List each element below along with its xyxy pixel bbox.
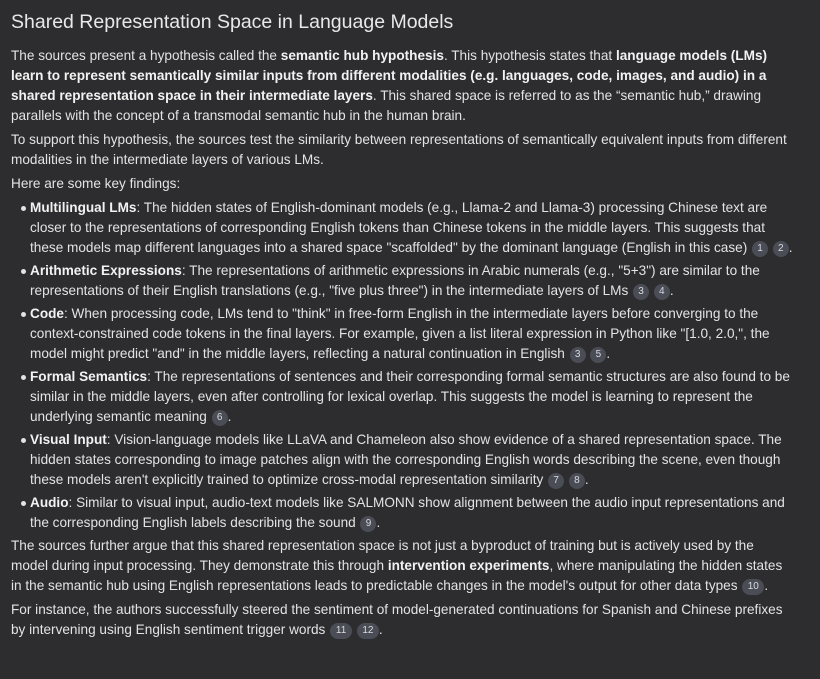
- finding-label: Audio: [30, 495, 69, 510]
- citation-chip[interactable]: 12: [357, 623, 379, 639]
- instance-paragraph: [11, 600, 794, 640]
- intro-text-3: . This shared space is referred to as the “semantic hub,” drawing parallels with the concept of a transmodal semantic hub in the human brain.: [11, 88, 762, 123]
- bottom-edge: [0, 671, 820, 679]
- citation-chip[interactable]: 10: [742, 579, 764, 595]
- finding-period: .: [606, 346, 611, 361]
- citation-chip[interactable]: 6: [212, 410, 228, 426]
- finding-item: [11, 367, 794, 427]
- paragraph-period: .: [378, 622, 383, 637]
- finding-label: Visual Input: [30, 432, 107, 447]
- further-bold-1: intervention experiments: [387, 558, 550, 573]
- finding-period: .: [376, 515, 381, 530]
- paragraph-period: .: [764, 578, 769, 593]
- finding-label: Code: [30, 306, 64, 321]
- citation-chip[interactable]: 8: [569, 473, 585, 489]
- further-text-2: , where manipulating the hidden states in the semantic hub using English representations leads to predictable changes in the model's output for other data types: [11, 558, 783, 593]
- finding-period: .: [227, 409, 232, 424]
- finding-item: [11, 430, 794, 490]
- further-paragraph: [11, 536, 794, 596]
- intro-bold-2: language models (LMs) learn to represent semantically similar inputs from different modalities (e.g. languages, code, images, and audio) in a shared representation space in their intermediate layers: [11, 48, 768, 103]
- citation-chip[interactable]: 3: [633, 284, 649, 300]
- instance-text: For instance, the authors successfully steered the sentiment of model-generated continuations for Spanish and Chinese prefixes by intervening using English sentiment trigger words: [11, 602, 783, 637]
- citation-chip[interactable]: 2: [773, 241, 789, 257]
- finding-period: .: [788, 240, 793, 255]
- citation-chip[interactable]: 7: [548, 473, 564, 489]
- further-text-1: The sources further argue that this shared representation space is not just a byproduct of training but is actively used by the model during input processing. They demonstrate this through: [11, 538, 754, 573]
- finding-item: [11, 198, 794, 258]
- finding-text: : The representations of sentences and their corresponding formal semantic structures are also found to be similar in the middle layers, even after controlling for lexical overlap. This suggests the model is learning to represent the underlying semantic meaning: [30, 369, 790, 424]
- response-title: Shared Representation Space in Language Models: [11, 11, 454, 33]
- finding-period: .: [584, 472, 589, 487]
- finding-item: [11, 493, 794, 533]
- citation-chip[interactable]: 11: [330, 623, 352, 639]
- finding-label: Arithmetic Expressions: [30, 263, 182, 278]
- intro-paragraph: [11, 46, 794, 126]
- citation-chip[interactable]: 5: [590, 347, 606, 363]
- intro-bold-1: semantic hub hypothesis: [280, 48, 444, 63]
- citation-chip[interactable]: 4: [654, 284, 670, 300]
- support-paragraph: To support this hypothesis, the sources test the similarity between representations of semantically equivalent inputs from different modalities in the intermediate layers of various LMs.: [11, 132, 787, 167]
- finding-text: : Similar to visual input, audio-text models like SALMONN show alignment between the audio input representations and the corresponding English labels describing the sound: [30, 495, 785, 530]
- findings-intro: Here are some key findings:: [11, 176, 181, 191]
- findings-list: [11, 198, 794, 533]
- finding-text: : When processing code, LMs tend to "think" in free-form English in the intermediate layers before converging to the context-constrained code tokens in the final layers. For example, given a list literal expression in Python like "[1.0, 2.0,", the model might predict "and" in the middle layers, reflecting a natural continuation in English: [30, 306, 770, 361]
- finding-item: [11, 261, 794, 301]
- finding-item: [11, 304, 794, 364]
- intro-text-2: . This hypothesis states that: [443, 48, 616, 63]
- finding-text: : The hidden states of English-dominant models (e.g., Llama-2 and Llama-3) processing Chinese text are closer to the representations of corresponding English tokens than Chinese tokens in the middle layers. This suggests that these models map different languages into a shared space "scaffolded" by the dominant language (English in this case): [30, 200, 768, 255]
- citation-chip[interactable]: 9: [360, 516, 376, 532]
- intro-text-1: The sources present a hypothesis called the: [11, 48, 281, 63]
- citation-chip[interactable]: 3: [570, 347, 586, 363]
- finding-period: .: [669, 283, 674, 298]
- citation-chip[interactable]: 1: [752, 241, 768, 257]
- finding-text: : Vision-language models like LLaVA and Chameleon also show evidence of a shared representation space. The hidden states corresponding to image patches align with the corresponding English words describing the scene, even though these models aren't explicitly trained to optimize cross-modal representation similarity: [30, 432, 782, 487]
- finding-label: Multilingual LMs: [30, 200, 137, 215]
- finding-label: Formal Semantics: [30, 369, 148, 384]
- finding-text: : The representations of arithmetic expressions in Arabic numerals (e.g., "5+3") are similar to the representations of their English translations (e.g., "five plus three") in the intermediate layers of LMs: [30, 263, 760, 298]
